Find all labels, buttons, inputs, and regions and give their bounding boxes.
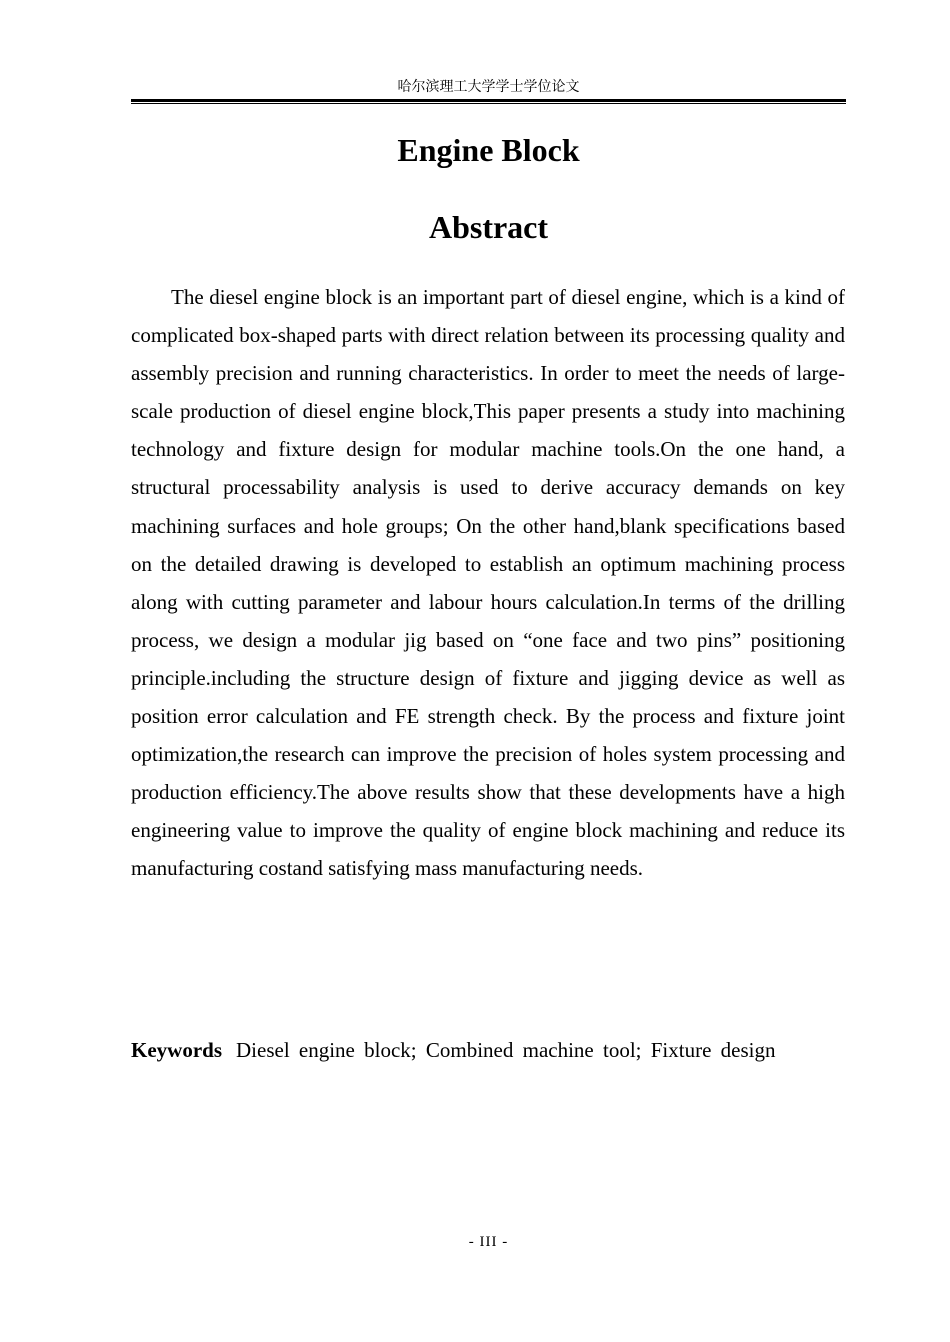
- header-rule: [131, 99, 846, 104]
- keywords-text: Diesel engine block; Combined machine tool; Fixture design: [236, 1038, 776, 1062]
- abstract-body: The diesel engine block is an important part of diesel engine, which is a kind of complicated box-shaped parts with direct relation between its processing quality and assembly precision and running characteristics. In order to meet the needs of large-scale production of diesel engine block,This paper presents a study into machining technology and fixture design for modular machine tools.On the one hand, a structural processability analysis is used to derive accuracy demands on key machining surfaces and hole groups; On the other hand,blank specifications based on the detailed drawing is developed to establish an optimum machining process along with cutting parameter and labour hours calculation.In terms of the drilling process, we design a modular jig based on “one face and two pins” positioning principle.including the structure design of fixture and jigging device as well as position error calculation and FE strength check. By the process and fixture joint optimization,the research can improve the precision of holes system processing and production efficiency.The above results show that these developments have a high engineering value to improve the quality of engine block machining and reduce its manufacturing costand satisfying mass manufacturing needs.: [131, 285, 845, 881]
- keywords-line: [131, 1033, 845, 1067]
- abstract-heading: Abstract: [428, 209, 549, 245]
- paper-title: Engine Block: [397, 132, 580, 168]
- keywords-label: Keywords: [131, 1038, 222, 1062]
- page-number: - III -: [468, 1234, 509, 1250]
- running-header: 哈尔滨理工大学学士学位论文: [397, 79, 580, 95]
